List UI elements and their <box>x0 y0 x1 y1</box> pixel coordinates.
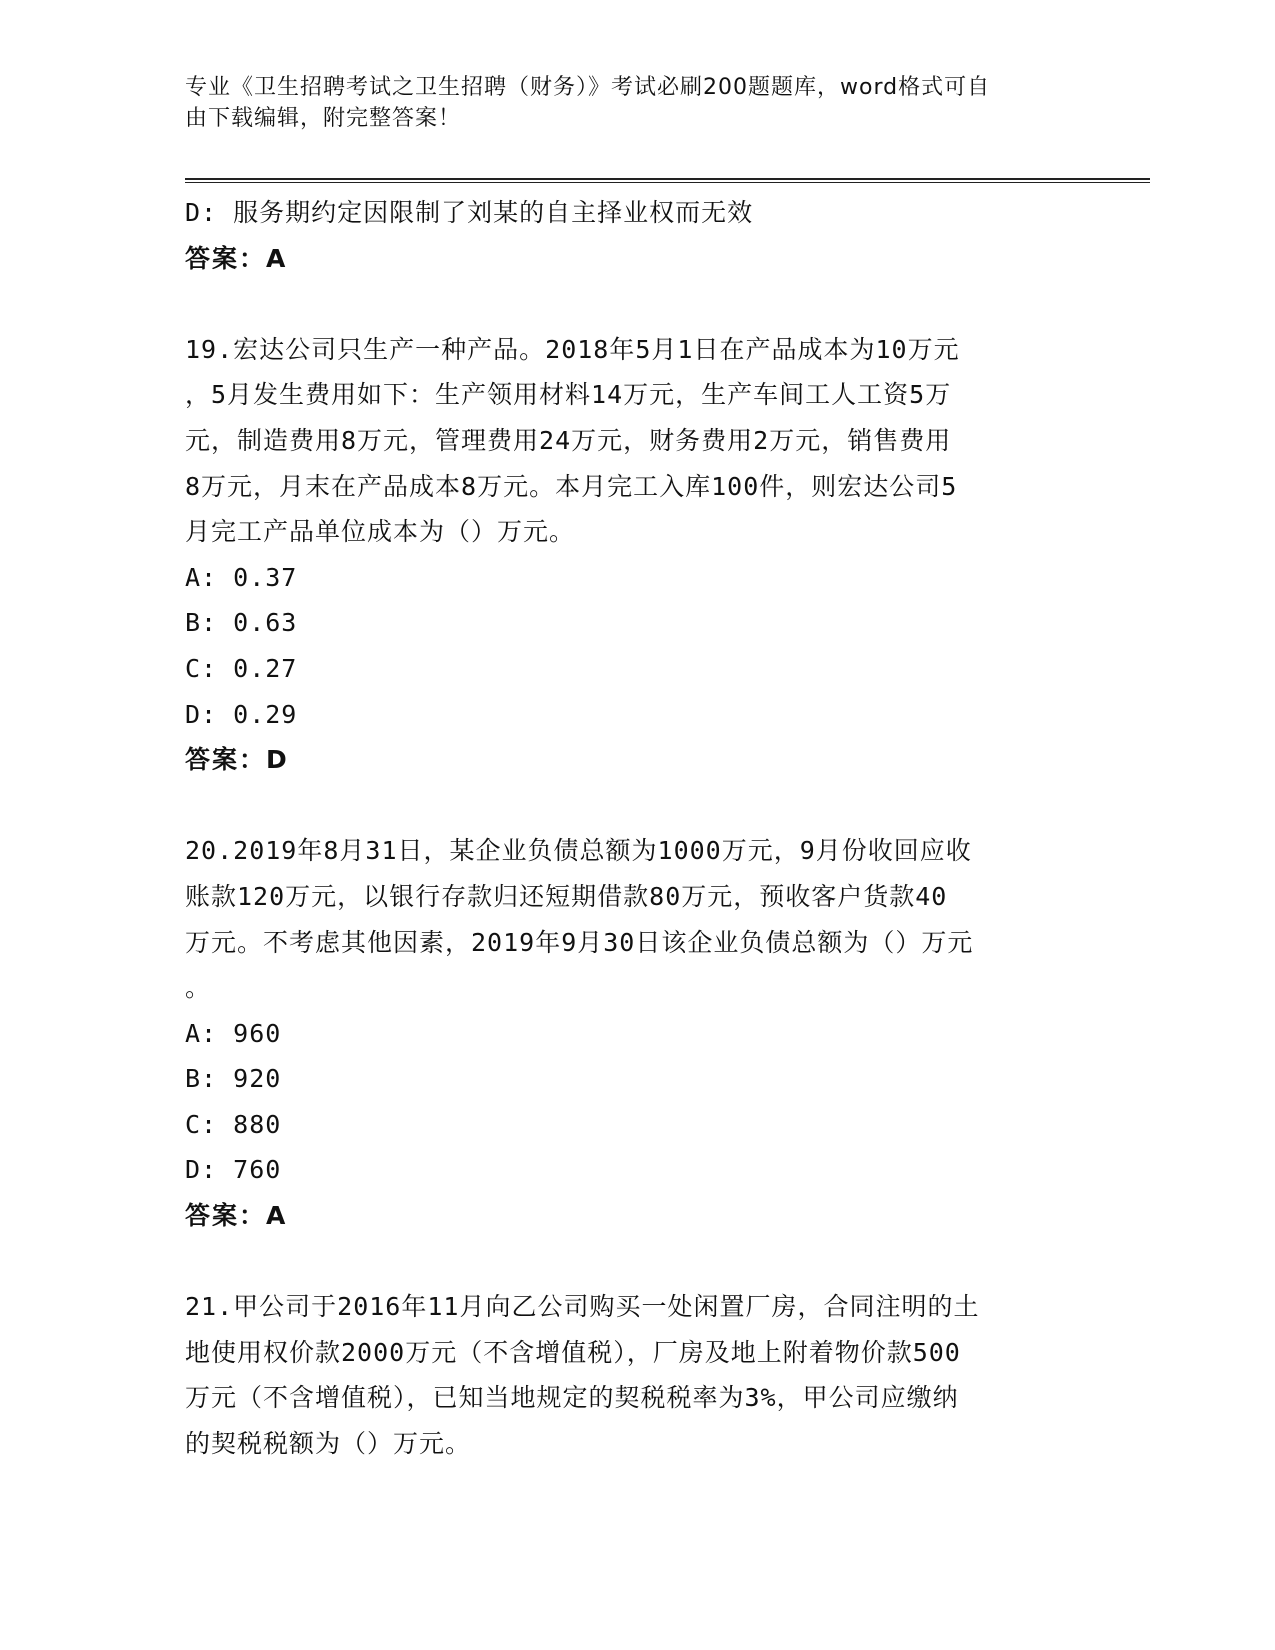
option-d: D: 服务期约定因限制了刘某的自主择业权而无效 <box>185 198 754 227</box>
option-b: B: 0.63 <box>185 608 298 638</box>
document-header <box>185 72 1065 134</box>
question-text-line: 元，制造费用8万元，管理费用24万元，财务费用2万元，销售费用 <box>185 425 952 455</box>
answer: 答案：A <box>185 243 288 273</box>
question-21 <box>185 1284 1085 1466</box>
spacer <box>185 1239 1085 1285</box>
question-text-line: 万元（不含增值税），已知当地规定的契税税率为3%，甲公司应缴纳 <box>185 1383 959 1413</box>
header-line-2: 由下载编辑，附完整答案！ <box>185 106 462 131</box>
header-divider-thin <box>185 182 1150 183</box>
header-divider-thick <box>185 178 1150 180</box>
question-text-line: 月完工产品单位成本为（）万元。 <box>185 517 576 547</box>
question-text-line: 地使用权价款2000万元（不含增值税），厂房及地上附着物价款500 <box>185 1337 961 1367</box>
option-a: A: 960 <box>185 1018 282 1048</box>
question-19 <box>185 327 1085 783</box>
header-line-1: 专业《卫生招聘考试之卫生招聘（财务）》考试必刷200题题库，word格式可自 <box>185 75 991 100</box>
option-c: C: 880 <box>185 1109 282 1139</box>
answer: 答案：A <box>185 1201 288 1231</box>
spacer <box>185 783 1085 829</box>
question-text-line: ，5月发生费用如下：生产领用材料14万元，生产车间工人工资5万 <box>185 380 952 410</box>
option-a: A: 0.37 <box>185 562 298 592</box>
question-text-line: 账款120万元，以银行存款归还短期借款80万元，预收客户货款40 <box>185 881 948 911</box>
document-body <box>185 190 1085 1467</box>
question-text-line: 21.甲公司于2016年11月向乙公司购买一处闲置厂房，合同注明的土 <box>185 1292 980 1322</box>
question-text-line: 20.2019年8月31日，某企业负债总额为1000万元，9月份收回应收 <box>185 836 972 866</box>
question-text-line: 8万元，月末在产品成本8万元。本月完工入库100件，则宏达公司5 <box>185 471 958 501</box>
option-d: D: 0.29 <box>185 699 298 729</box>
question-text-line: 的契税税额为（）万元。 <box>185 1429 472 1459</box>
question-text-line: 19.宏达公司只生产一种产品。2018年5月1日在产品成本为10万元 <box>185 334 960 364</box>
question-text-line: 。 <box>185 973 212 1003</box>
question-text-line: 万元。不考虑其他因素，2019年9月30日该企业负债总额为（）万元 <box>185 927 974 957</box>
question-20 <box>185 828 1085 1238</box>
spacer <box>185 281 1085 327</box>
answer: 答案：D <box>185 745 289 775</box>
option-d: D: 760 <box>185 1155 282 1185</box>
previous-question-tail <box>185 190 1085 281</box>
option-b: B: 920 <box>185 1064 282 1094</box>
option-c: C: 0.27 <box>185 653 298 683</box>
